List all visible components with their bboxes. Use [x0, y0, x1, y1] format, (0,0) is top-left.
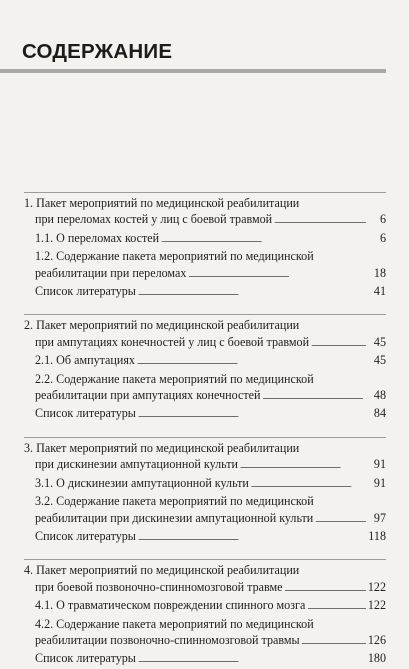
page-number: 91: [373, 457, 386, 472]
toc-entry-text: Список литературы: [35, 528, 136, 543]
dot-leader: [240, 456, 366, 474]
toc-entry[interactable]: [24, 475, 386, 493]
toc-entry-text: 3.1. О дискинезии ампутационной культи: [35, 475, 249, 490]
section-title-text: при переломах костей у лиц с боевой травмой: [35, 212, 273, 227]
toc-entry[interactable]: [24, 650, 386, 668]
page-number: 126: [367, 632, 386, 647]
dot-leader: [274, 211, 366, 229]
toc-entry-text: Список литературы: [35, 406, 136, 421]
toc-entry[interactable]: [24, 510, 386, 528]
toc-entry-text: реабилитации позвоночно-спинномозговой травмы: [35, 632, 300, 647]
page-number: 118: [368, 528, 386, 543]
heading-rule: [0, 69, 386, 73]
dot-leader: [251, 475, 366, 493]
toc-entry-text: 2.1. Об ампутациях: [35, 353, 135, 368]
page-number: 45: [373, 334, 386, 349]
dot-leader: [137, 352, 366, 370]
page-number: 122: [367, 579, 386, 594]
page-number: 41: [373, 284, 386, 299]
toc-section: [24, 192, 386, 301]
toc-entry-line: 4.2. Содержание пакета мероприятий по медицинской: [35, 616, 314, 631]
section-title-entry[interactable]: [24, 456, 386, 474]
toc-entry[interactable]: [24, 597, 386, 615]
section-title-entry[interactable]: [24, 211, 386, 229]
table-of-contents: [24, 192, 386, 669]
dot-leader: [262, 387, 366, 405]
page-number: 122: [367, 598, 386, 613]
dot-leader: [285, 579, 366, 597]
dot-leader: [138, 405, 366, 423]
toc-entry-text: 4.1. О травматическом повреждении спинного мозга: [35, 598, 306, 613]
toc-entry-line: 2.2. Содержание пакета мероприятий по медицинской: [35, 371, 314, 386]
section-title-entry[interactable]: [24, 334, 386, 352]
toc-entry[interactable]: [24, 230, 386, 248]
section-title-text: при ампутациях конечностей у лиц с боевой травмой: [35, 334, 310, 349]
section-title-line: 2. Пакет мероприятий по медицинской реабилитации: [24, 318, 300, 333]
page-number: 84: [373, 406, 386, 421]
page-number: 6: [379, 230, 386, 245]
dot-leader: [138, 283, 366, 301]
section-title-line: 1. Пакет мероприятий по медицинской реабилитации: [24, 196, 300, 210]
toc-entry[interactable]: [24, 352, 386, 370]
toc-entry-text: реабилитации при дискинезии ампутационной культи: [35, 510, 314, 525]
toc-entry-text: реабилитации при переломах: [35, 265, 187, 280]
toc-section: [24, 437, 386, 546]
toc-entry[interactable]: [24, 283, 386, 301]
toc-entry-text: Список литературы: [35, 651, 136, 666]
dot-leader: [138, 650, 366, 668]
dot-leader: [188, 265, 366, 283]
toc-entry-text: 1.1. О переломах костей: [35, 230, 160, 245]
section-title-line: 4. Пакет мероприятий по медицинской реабилитации: [24, 563, 300, 578]
page-number: 97: [373, 510, 386, 525]
toc-entry[interactable]: [24, 387, 386, 405]
toc-section: [24, 314, 386, 423]
page-number: 48: [373, 388, 386, 403]
dot-leader: [311, 334, 366, 352]
dot-leader: [302, 632, 366, 650]
toc-entry-line: 1.2. Содержание пакета мероприятий по медицинской: [35, 249, 314, 264]
section-title-entry[interactable]: [24, 579, 386, 597]
page-number: 180: [367, 651, 386, 666]
section-title-line: 3. Пакет мероприятий по медицинской реабилитации: [24, 440, 300, 455]
toc-entry[interactable]: [24, 528, 386, 546]
page-number: 91: [373, 475, 386, 490]
toc-entry[interactable]: [24, 265, 386, 283]
toc-entry[interactable]: [24, 405, 386, 423]
toc-entry-text: Список литературы: [35, 284, 136, 299]
dot-leader: [138, 528, 366, 546]
section-title-text: при дискинезии ампутационной культи: [35, 457, 238, 472]
section-title-text: при боевой позвоночно-спинномозговой травме: [35, 579, 283, 594]
page-number: 18: [373, 265, 386, 280]
page-number: 45: [373, 353, 386, 368]
toc-section: [24, 559, 386, 668]
toc-entry-line: 3.2. Содержание пакета мероприятий по медицинской: [35, 494, 314, 509]
dot-leader: [161, 230, 366, 248]
page-title: СОДЕРЖАНИЕ: [22, 40, 173, 63]
page-number: 6: [379, 212, 386, 227]
toc-entry[interactable]: [24, 632, 386, 650]
toc-entry-text: реабилитации при ампутациях конечностей: [35, 388, 261, 403]
dot-leader: [315, 510, 366, 528]
dot-leader: [307, 597, 366, 615]
